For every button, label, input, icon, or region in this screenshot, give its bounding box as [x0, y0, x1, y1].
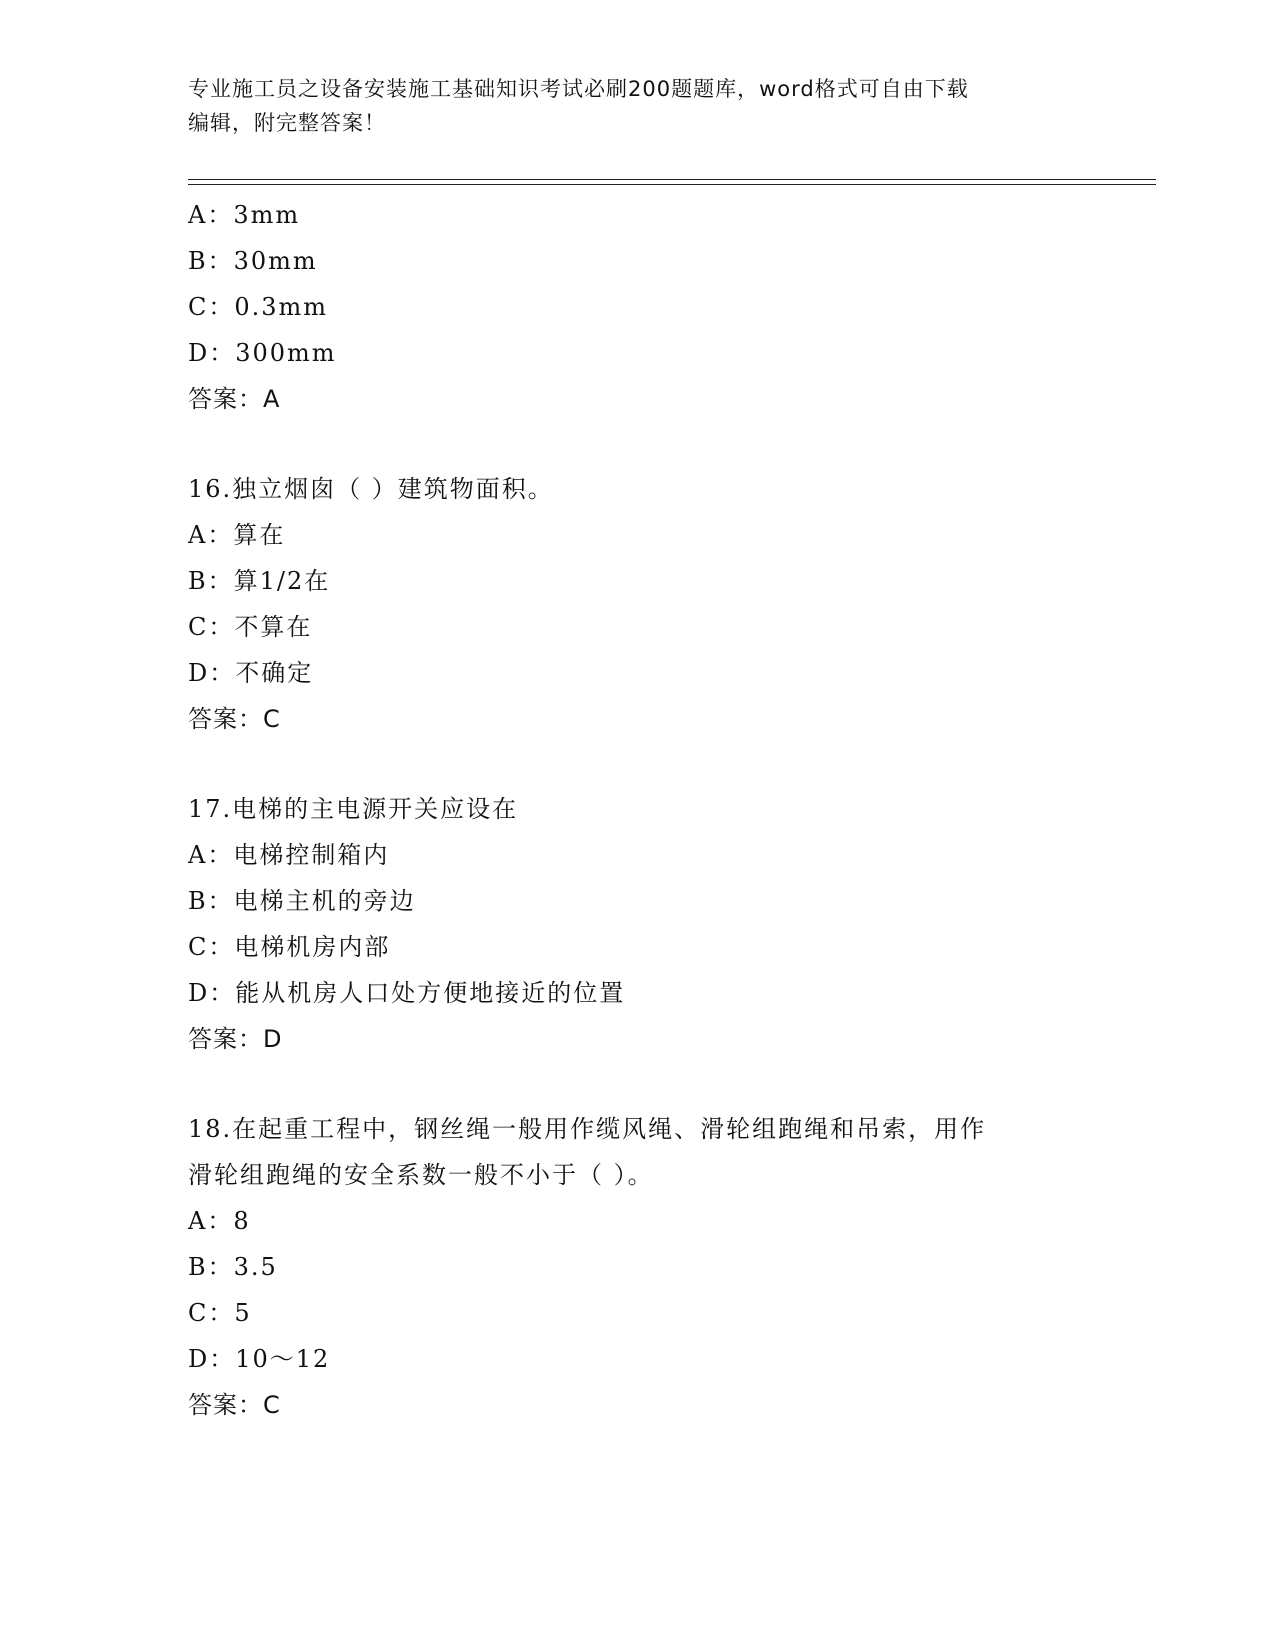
- question-15: [188, 192, 1088, 422]
- option-d: D：不确定: [188, 659, 314, 687]
- question-text: 17.电梯的主电源开关应设在: [188, 795, 519, 823]
- question-16: [188, 466, 1088, 742]
- question-text-line-1: 18.在起重工程中，钢丝绳一般用作缆风绳、滑轮组跑绳和吊索，用作: [188, 1115, 987, 1143]
- header-divider-bottom: [188, 184, 1156, 185]
- option-a: A：3mm: [188, 201, 301, 229]
- question-text-line-2: 滑轮组跑绳的安全系数一般不小于（ ）。: [188, 1161, 654, 1189]
- option-c: C：0.3mm: [188, 293, 329, 321]
- answer: 答案：C: [188, 705, 281, 733]
- answer: 答案：C: [188, 1391, 281, 1419]
- question-18: [188, 1106, 1088, 1428]
- option-c: C：不算在: [188, 613, 313, 641]
- question-text: 16.独立烟囱（ ）建筑物面积。: [188, 475, 554, 503]
- option-a: A：算在: [188, 521, 286, 549]
- option-c: C：5: [188, 1299, 252, 1327]
- spacer: [188, 1062, 1088, 1106]
- spacer: [188, 422, 1088, 466]
- option-b: B：算1/2在: [188, 567, 331, 595]
- option-d: D：能从机房人口处方便地接近的位置: [188, 979, 626, 1007]
- option-a: A：8: [188, 1207, 251, 1235]
- option-c: C：电梯机房内部: [188, 933, 391, 961]
- option-a: A：电梯控制箱内: [188, 841, 390, 869]
- question-list: [188, 192, 1088, 1428]
- option-b: B：电梯主机的旁边: [188, 887, 416, 915]
- header-title-line-2: 编辑，附完整答案！: [188, 111, 386, 135]
- option-b: B：30mm: [188, 247, 318, 275]
- header-divider-top: [188, 179, 1156, 180]
- option-d: D：10～12: [188, 1345, 331, 1373]
- question-17: [188, 786, 1088, 1062]
- document-header: [188, 72, 1088, 140]
- option-d: D：300mm: [188, 339, 337, 367]
- header-title-line-1: 专业施工员之设备安装施工基础知识考试必刷200题题库，word格式可自由下载: [188, 77, 969, 101]
- answer: 答案：D: [188, 1025, 283, 1053]
- spacer: [188, 742, 1088, 786]
- answer: 答案：A: [188, 385, 281, 413]
- option-b: B：3.5: [188, 1253, 278, 1281]
